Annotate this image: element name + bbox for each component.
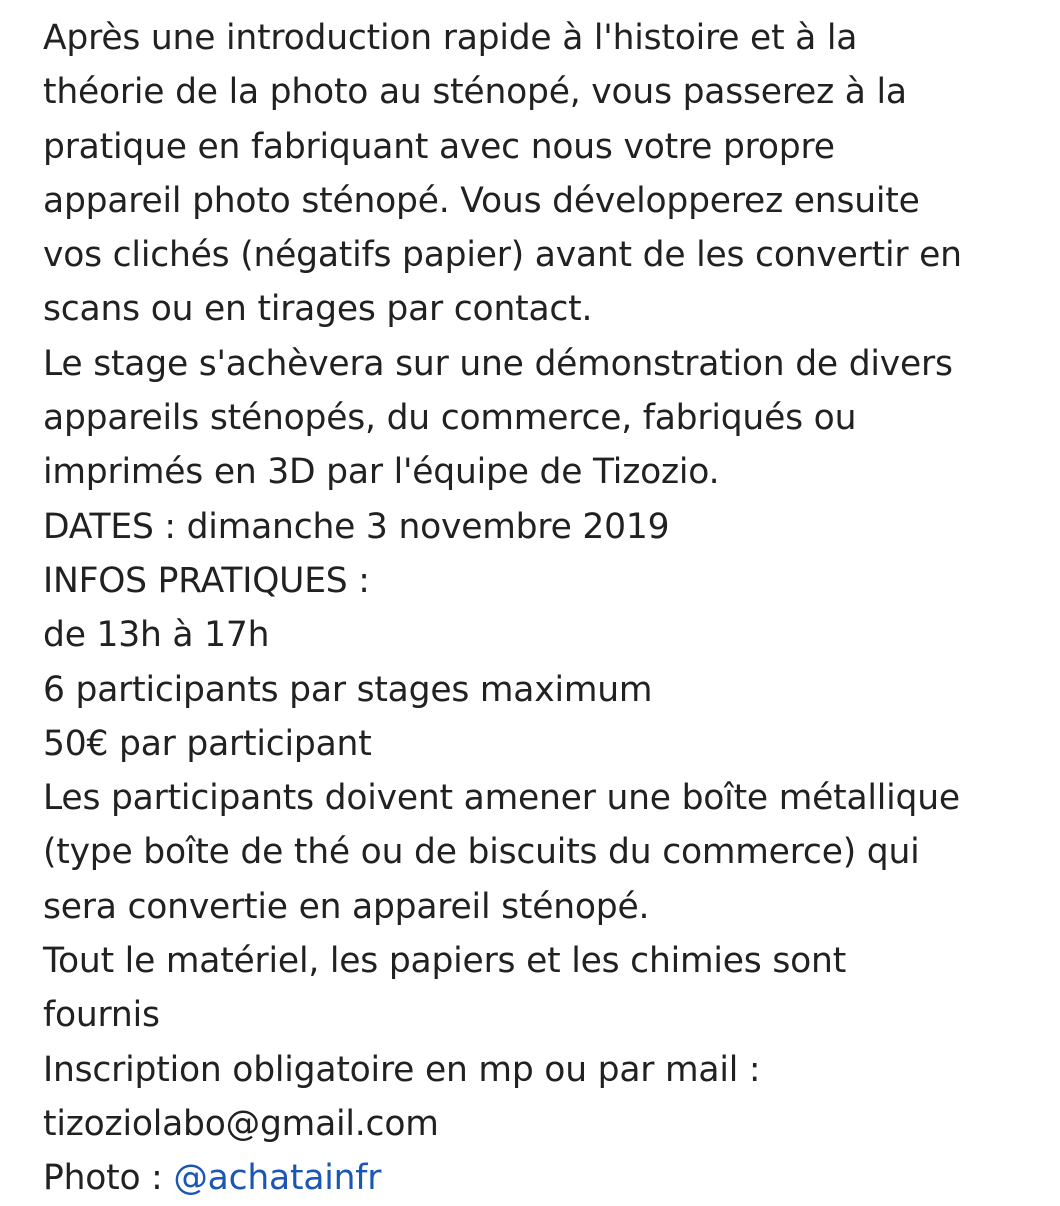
post-line-email: tizoziolabo@gmail.com xyxy=(43,1103,439,1144)
post-line-intro-3: pratique en fabriquant avec nous votre propre xyxy=(43,126,835,167)
post-line-materials-1: Tout le matériel, les papiers et les chimies sont xyxy=(43,941,847,982)
post-line-materials-2: fournis xyxy=(43,995,160,1036)
post-line-infos-heading: INFOS PRATIQUES : xyxy=(43,560,370,601)
post-line-intro-6: scans ou en tirages par contact. xyxy=(43,289,593,330)
post-line-requirement-1: Les participants doivent amener une boîte métallique xyxy=(43,778,960,819)
photo-credit-mention-link[interactable]: @achatainfr xyxy=(173,1158,382,1199)
post-line-requirement-2: (type boîte de thé ou de biscuits du commerce) qui xyxy=(43,832,920,873)
post-line-requirement-3: sera convertie en appareil sténopé. xyxy=(43,886,650,927)
post-line-hours: de 13h à 17h xyxy=(43,615,270,656)
post-line-demo-3: imprimés en 3D par l'équipe de Tizozio. xyxy=(43,452,720,493)
post-line-price: 50€ par participant xyxy=(43,723,372,764)
post-line-intro-4: appareil photo sténopé. Vous développerez ensuite xyxy=(43,180,920,221)
post-line-capacity: 6 participants par stages maximum xyxy=(43,669,653,710)
post-line-demo-1: Le stage s'achèvera sur une démonstration de divers xyxy=(43,343,953,384)
post-line-dates: DATES : dimanche 3 novembre 2019 xyxy=(43,506,670,547)
post-line-registration: Inscription obligatoire en mp ou par mail : xyxy=(43,1049,761,1090)
post-line-intro-2: théorie de la photo au sténopé, vous passerez à la xyxy=(43,72,907,113)
post-line-intro-1: Après une introduction rapide à l'histoire et à la xyxy=(43,18,858,58)
post-text xyxy=(43,11,1043,1206)
photo-credit-label: Photo : xyxy=(43,1158,174,1199)
post-line-demo-2: appareils sténopés, du commerce, fabriqués ou xyxy=(43,398,857,439)
post-line-intro-5: vos clichés (négatifs papier) avant de les convertir en xyxy=(43,235,962,276)
post-line-photo-credit xyxy=(43,1151,1043,1205)
